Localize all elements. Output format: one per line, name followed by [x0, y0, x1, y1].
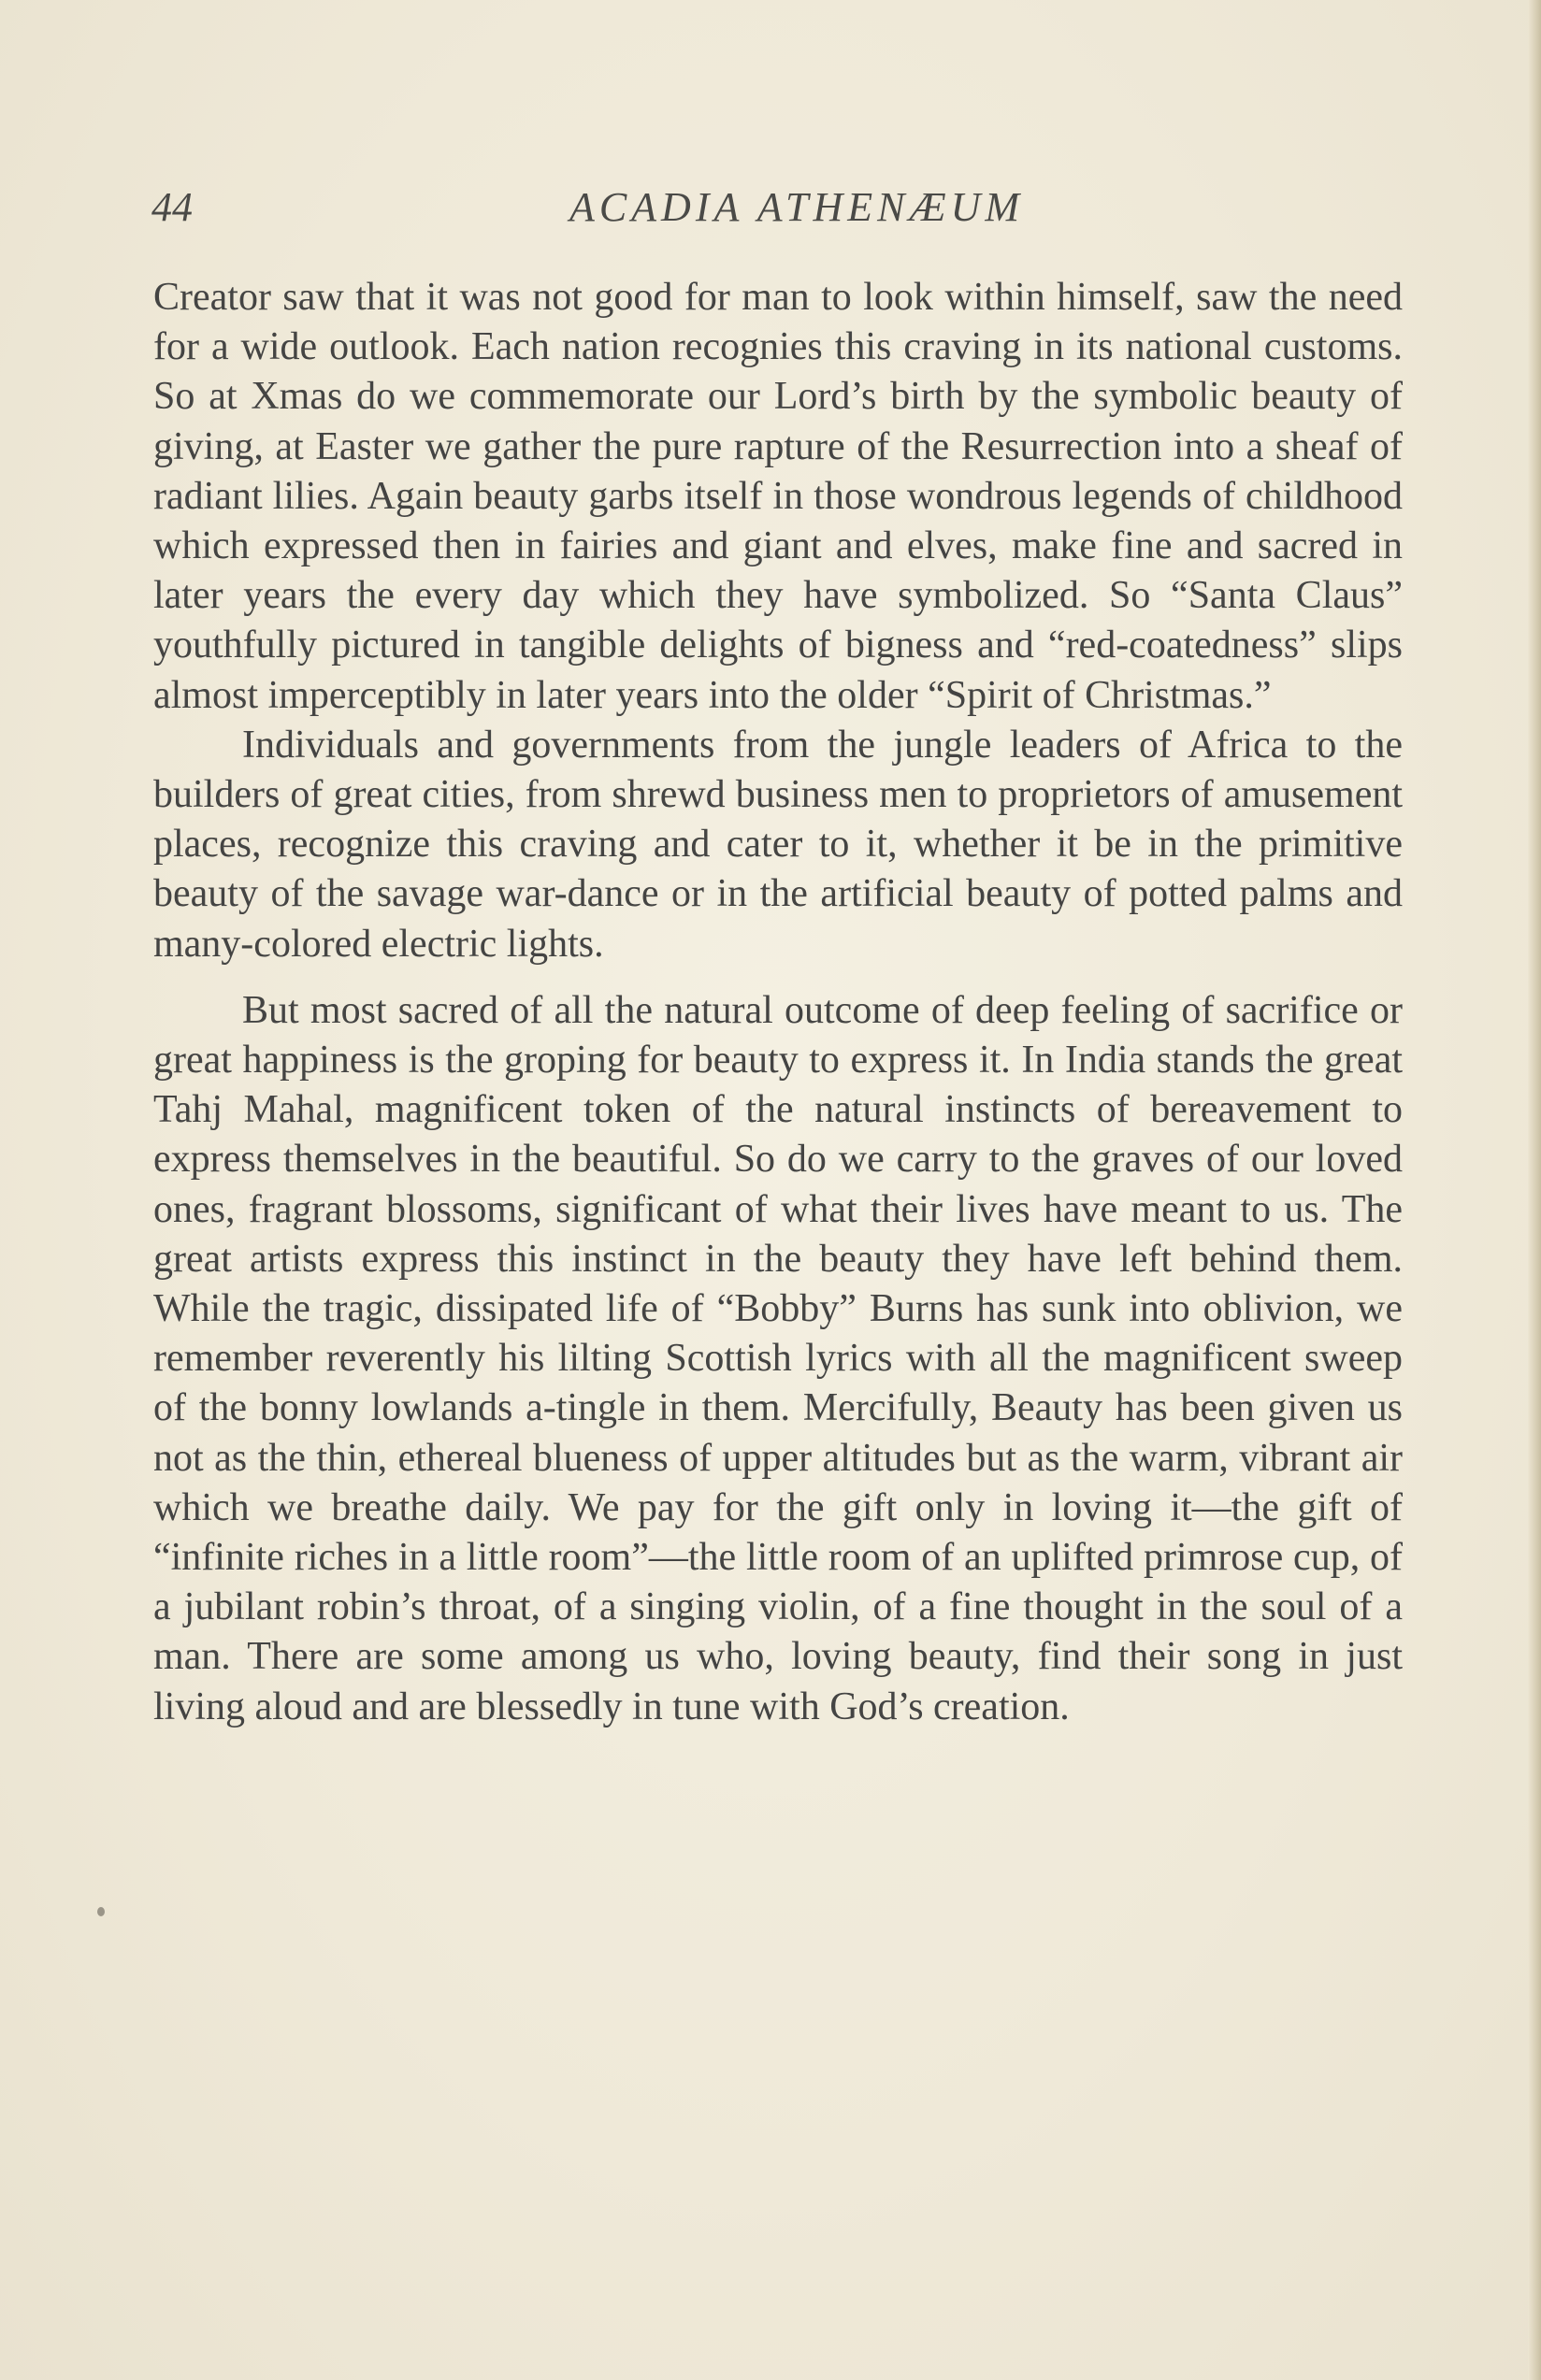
body-text — [153, 273, 1403, 1732]
page-edge-shadow — [1528, 0, 1541, 2380]
journal-title: ACADIA ATHENÆUM — [569, 184, 1025, 230]
ink-speck — [97, 1907, 105, 1916]
paragraph-1: Creator saw that it was not good for man to look within himself, saw the need for a wide outlook. Each nation recognies this craving in its national customs. So at Xmas do we commemorate our Lord’s birth by the symbolic beauty of giving, at Easter we gather the pure rapture of the Resurrection into a sheaf of radiant lilies. Again beauty garbs itself in those wondrous legends of childhood which expressed then in fairies and giant and elves, make fine and sacred in later years the every day which they have symbolized. So “Santa Claus” youthfully pictured in tangible delights of bigness and “red-coatedness” slips almost imperceptibly in later years into the older “Spirit of Christmas.” — [153, 276, 1403, 717]
paragraph-3: But most sacred of all the natural outcome of deep feeling of sacrifice or great happiness is the groping for beauty to express it. In India stands the great Tahj Mahal, magnificent token of the natural instincts of bereavement to express themselves in the beautiful. So do we carry to the graves of our loved ones, fragrant blossoms, significant of what their lives have meant to us. The great artists express this instinct in the beauty they have left behind them. While the tragic, dissipated life of “Bobby” Burns has sunk into oblivion, we remember reverently his lilting Scottish lyrics with all the magnificent sweep of the bonny lowlands a-tingle in them. Mercifully, Beauty has been given us not as the thin, ethereal blueness of upper altitudes but as the warm, vibrant air which we breathe daily. We pay for the gift only in loving it—the gift of “infinite riches in a little room”—the little room of an uplifted primrose cup, of a jubilant robin’s throat, of a singing violin, of a fine thought in the soul of a man. There are some among us who, loving beauty, find their song in just living aloud and are blessedly in tune with God’s creation. — [153, 988, 1403, 1728]
running-head — [151, 183, 1404, 239]
page-number: 44 — [151, 184, 193, 230]
paragraph-2: Individuals and governments from the jungle leaders of Africa to the builders of great cities, from shrewd business men to proprietors of amusement places, recognize this craving and cater to it, whether it be in the primitive beauty of the savage war-dance or in the artificial beauty of potted palms and many-colored electric lights. — [153, 723, 1403, 966]
